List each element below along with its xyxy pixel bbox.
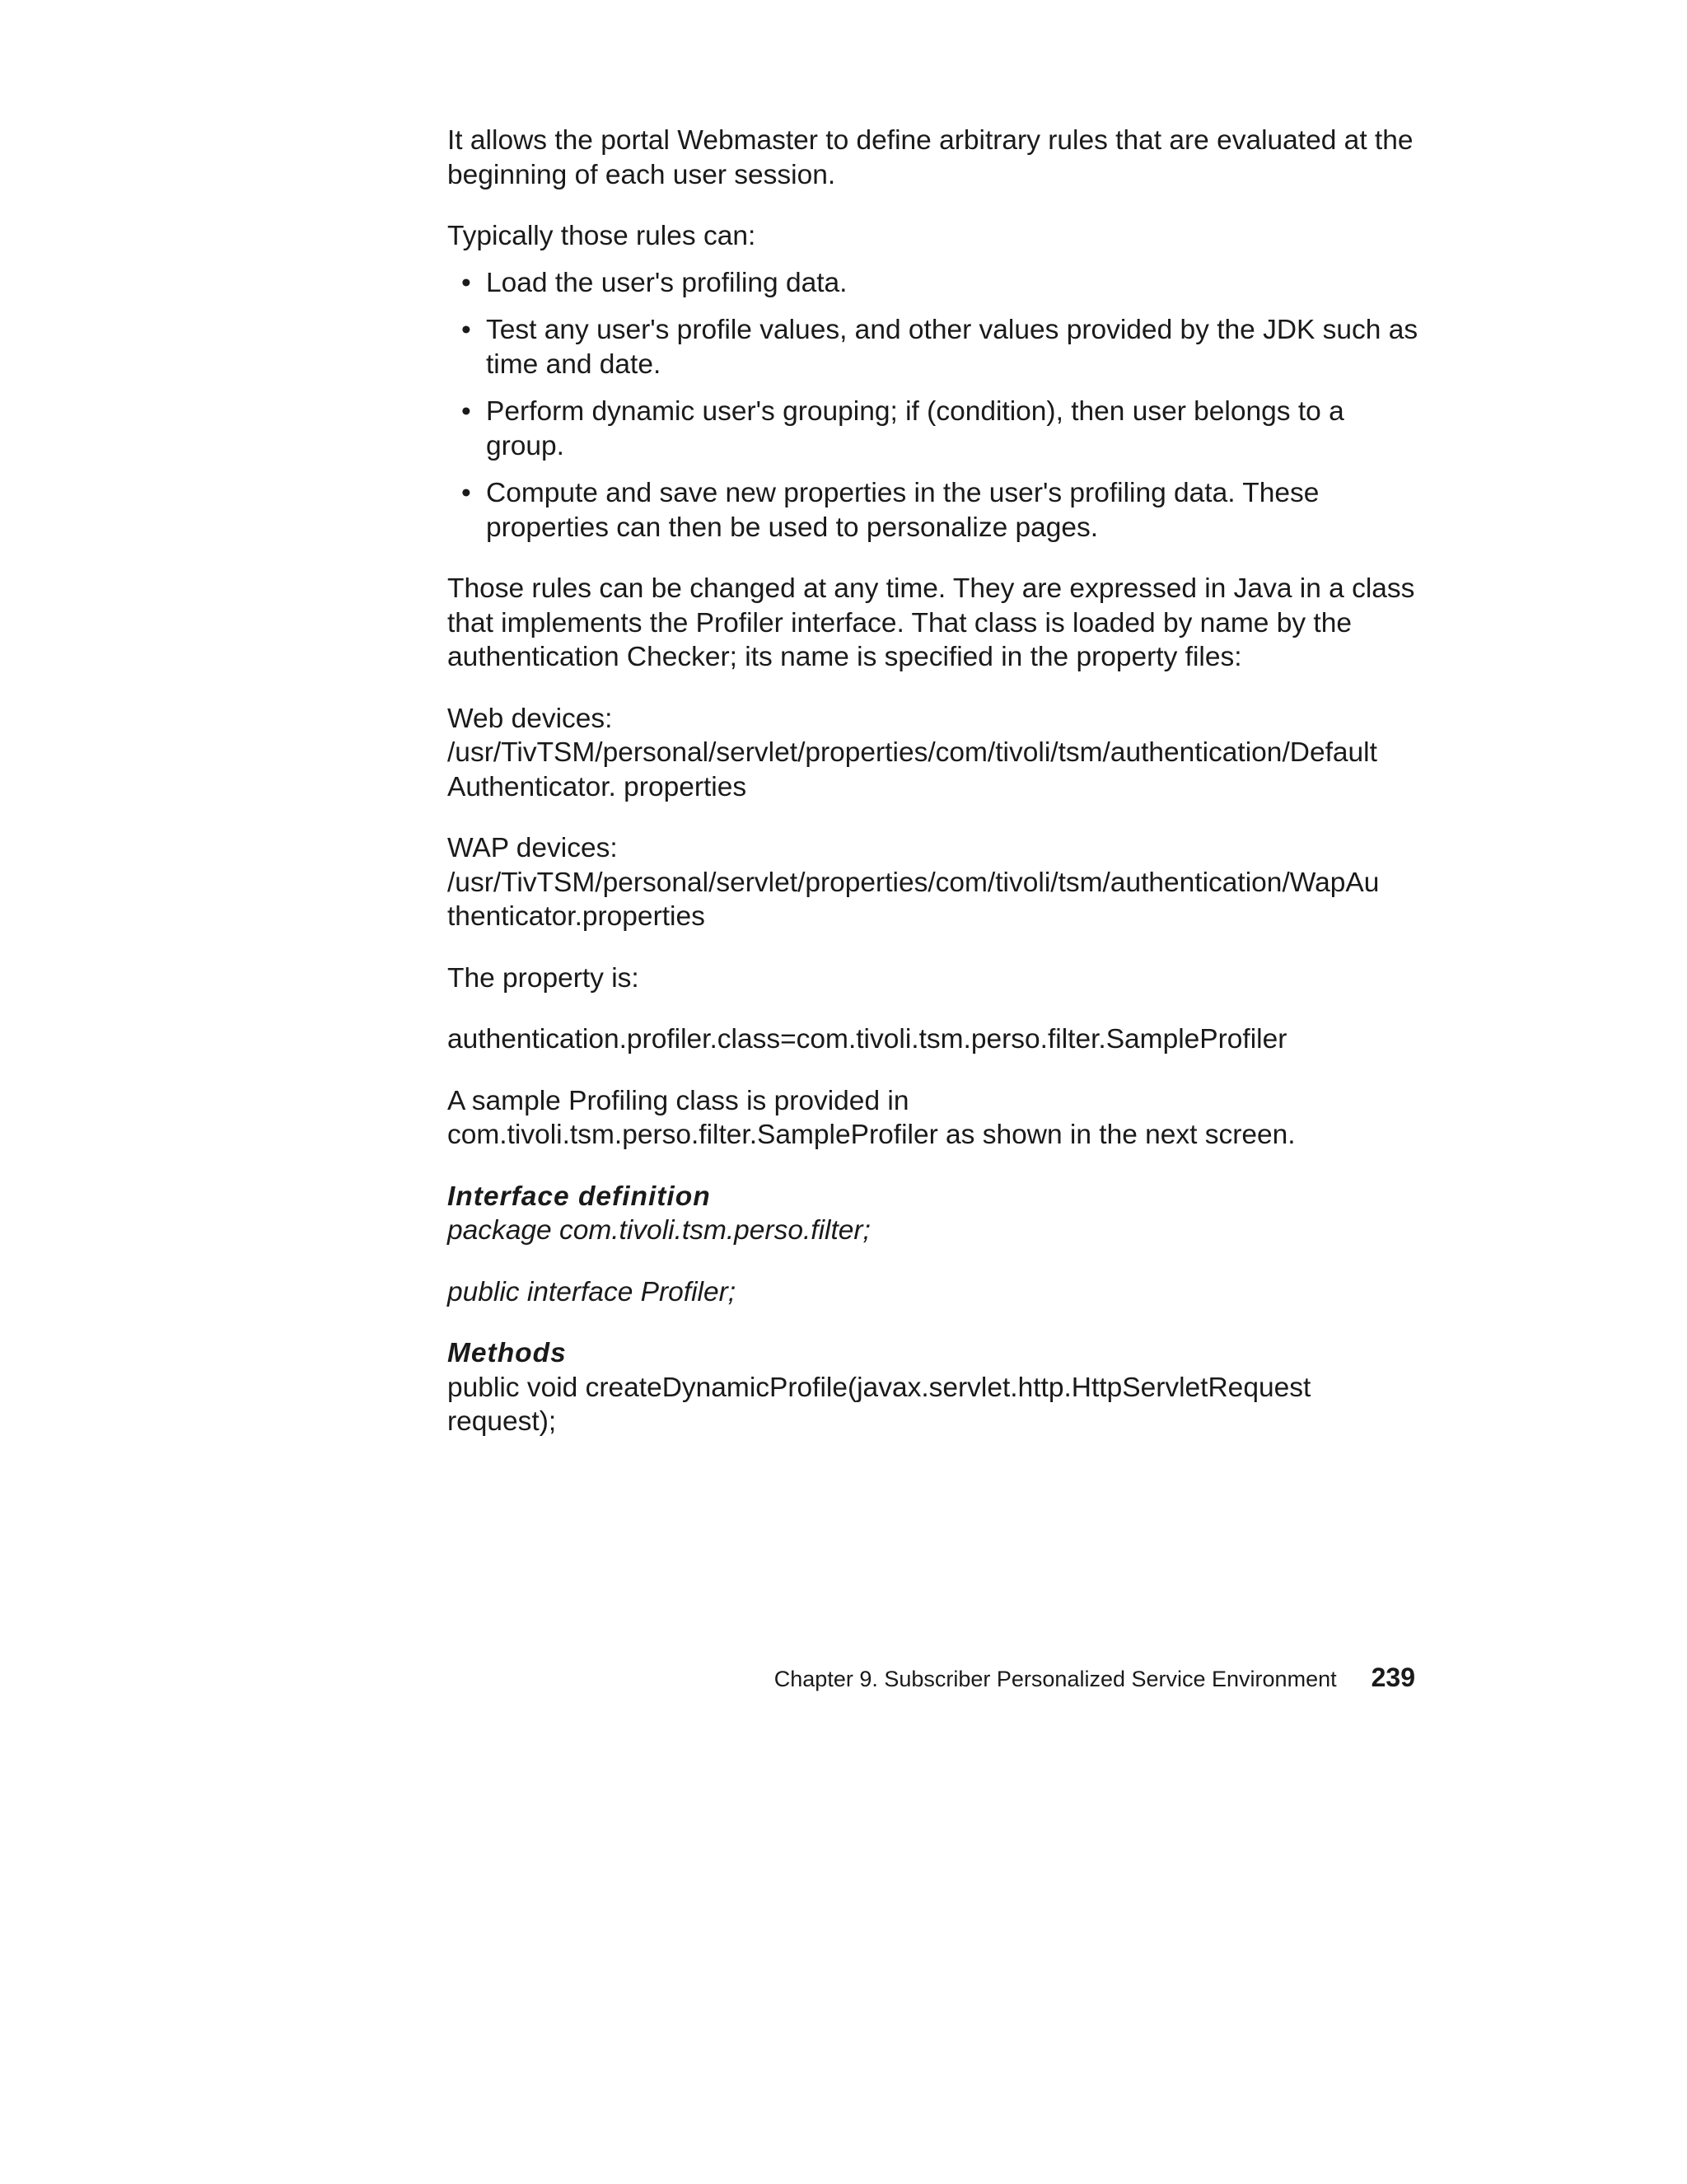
sample-line2: com.tivoli.tsm.perso.filter.SampleProfiler as shown in the next screen. <box>447 1120 1296 1150</box>
method-signature-line2: request); <box>447 1406 557 1437</box>
package-declaration: package com.tivoli.tsm.perso.filter; <box>447 1215 871 1246</box>
body-text <box>447 124 1428 1466</box>
property-intro: The property is: <box>447 962 639 994</box>
sample-paragraph <box>447 1084 1428 1153</box>
bullet-icon: • <box>461 478 471 508</box>
web-devices-path-line2: Authenticator. properties <box>447 771 747 802</box>
page-footer <box>773 1663 1415 1693</box>
methods-heading: Methods <box>447 1338 567 1368</box>
interface-definition-heading: Interface definition <box>447 1181 711 1212</box>
bullet-text: Test any user's profile values, and other values provided by the JDK such as time and date. <box>486 315 1418 380</box>
bullet-icon: • <box>461 267 471 298</box>
wap-devices-path-line2: thenticator.properties <box>447 901 705 932</box>
interface-declaration: public interface Profiler; <box>447 1276 736 1307</box>
rules-bullet-list <box>447 266 1428 545</box>
intro-paragraph: It allows the portal Webmaster to define arbitrary rules that are evaluated at the beginning of each user session. <box>447 125 1414 190</box>
bullet-text: Load the user's profiling data. <box>486 267 848 298</box>
page-number: 239 <box>1371 1663 1415 1692</box>
wap-devices-label: WAP devices: <box>447 833 618 863</box>
bullet-item <box>447 476 1428 545</box>
methods-section <box>447 1336 1428 1439</box>
wap-devices-block <box>447 831 1428 934</box>
bullet-icon: • <box>461 396 471 427</box>
bullet-text: Perform dynamic user's grouping; if (condition), then user belongs to a group. <box>486 396 1344 461</box>
web-devices-path-line1: /usr/TivTSM/personal/servlet/properties/com/tivoli/tsm/authentication/Default <box>447 737 1377 768</box>
rules-lead-in: Typically those rules can: <box>447 221 756 251</box>
method-signature-line1: public void createDynamicProfile(javax.servlet.http.HttpServletRequest <box>447 1372 1311 1403</box>
interface-definition-section <box>447 1180 1428 1248</box>
wap-devices-path-line1: /usr/TivTSM/personal/servlet/properties/com/tivoli/tsm/authentication/WapAu <box>447 867 1380 898</box>
bullet-item <box>447 313 1428 381</box>
bullet-item <box>447 395 1428 463</box>
property-value: authentication.profiler.class=com.tivoli.tsm.perso.filter.SampleProfiler <box>447 1024 1287 1055</box>
bullet-item <box>447 266 1428 301</box>
rules-paragraph: Those rules can be changed at any time. They are expressed in Java in a class that implements the Profiler interface. That class is loaded by name by the authentication Checker; its name is specified in the property files: <box>447 573 1415 672</box>
bullet-icon: • <box>461 315 471 345</box>
footer-chapter-title: Chapter 9. Subscriber Personalized Service Environment <box>773 1667 1337 1691</box>
web-devices-block <box>447 702 1428 805</box>
web-devices-label: Web devices: <box>447 703 613 734</box>
sample-line1: A sample Profiling class is provided in <box>447 1085 909 1116</box>
bullet-text: Compute and save new properties in the user's profiling data. These properties can then be used to personalize pages. <box>486 478 1320 543</box>
